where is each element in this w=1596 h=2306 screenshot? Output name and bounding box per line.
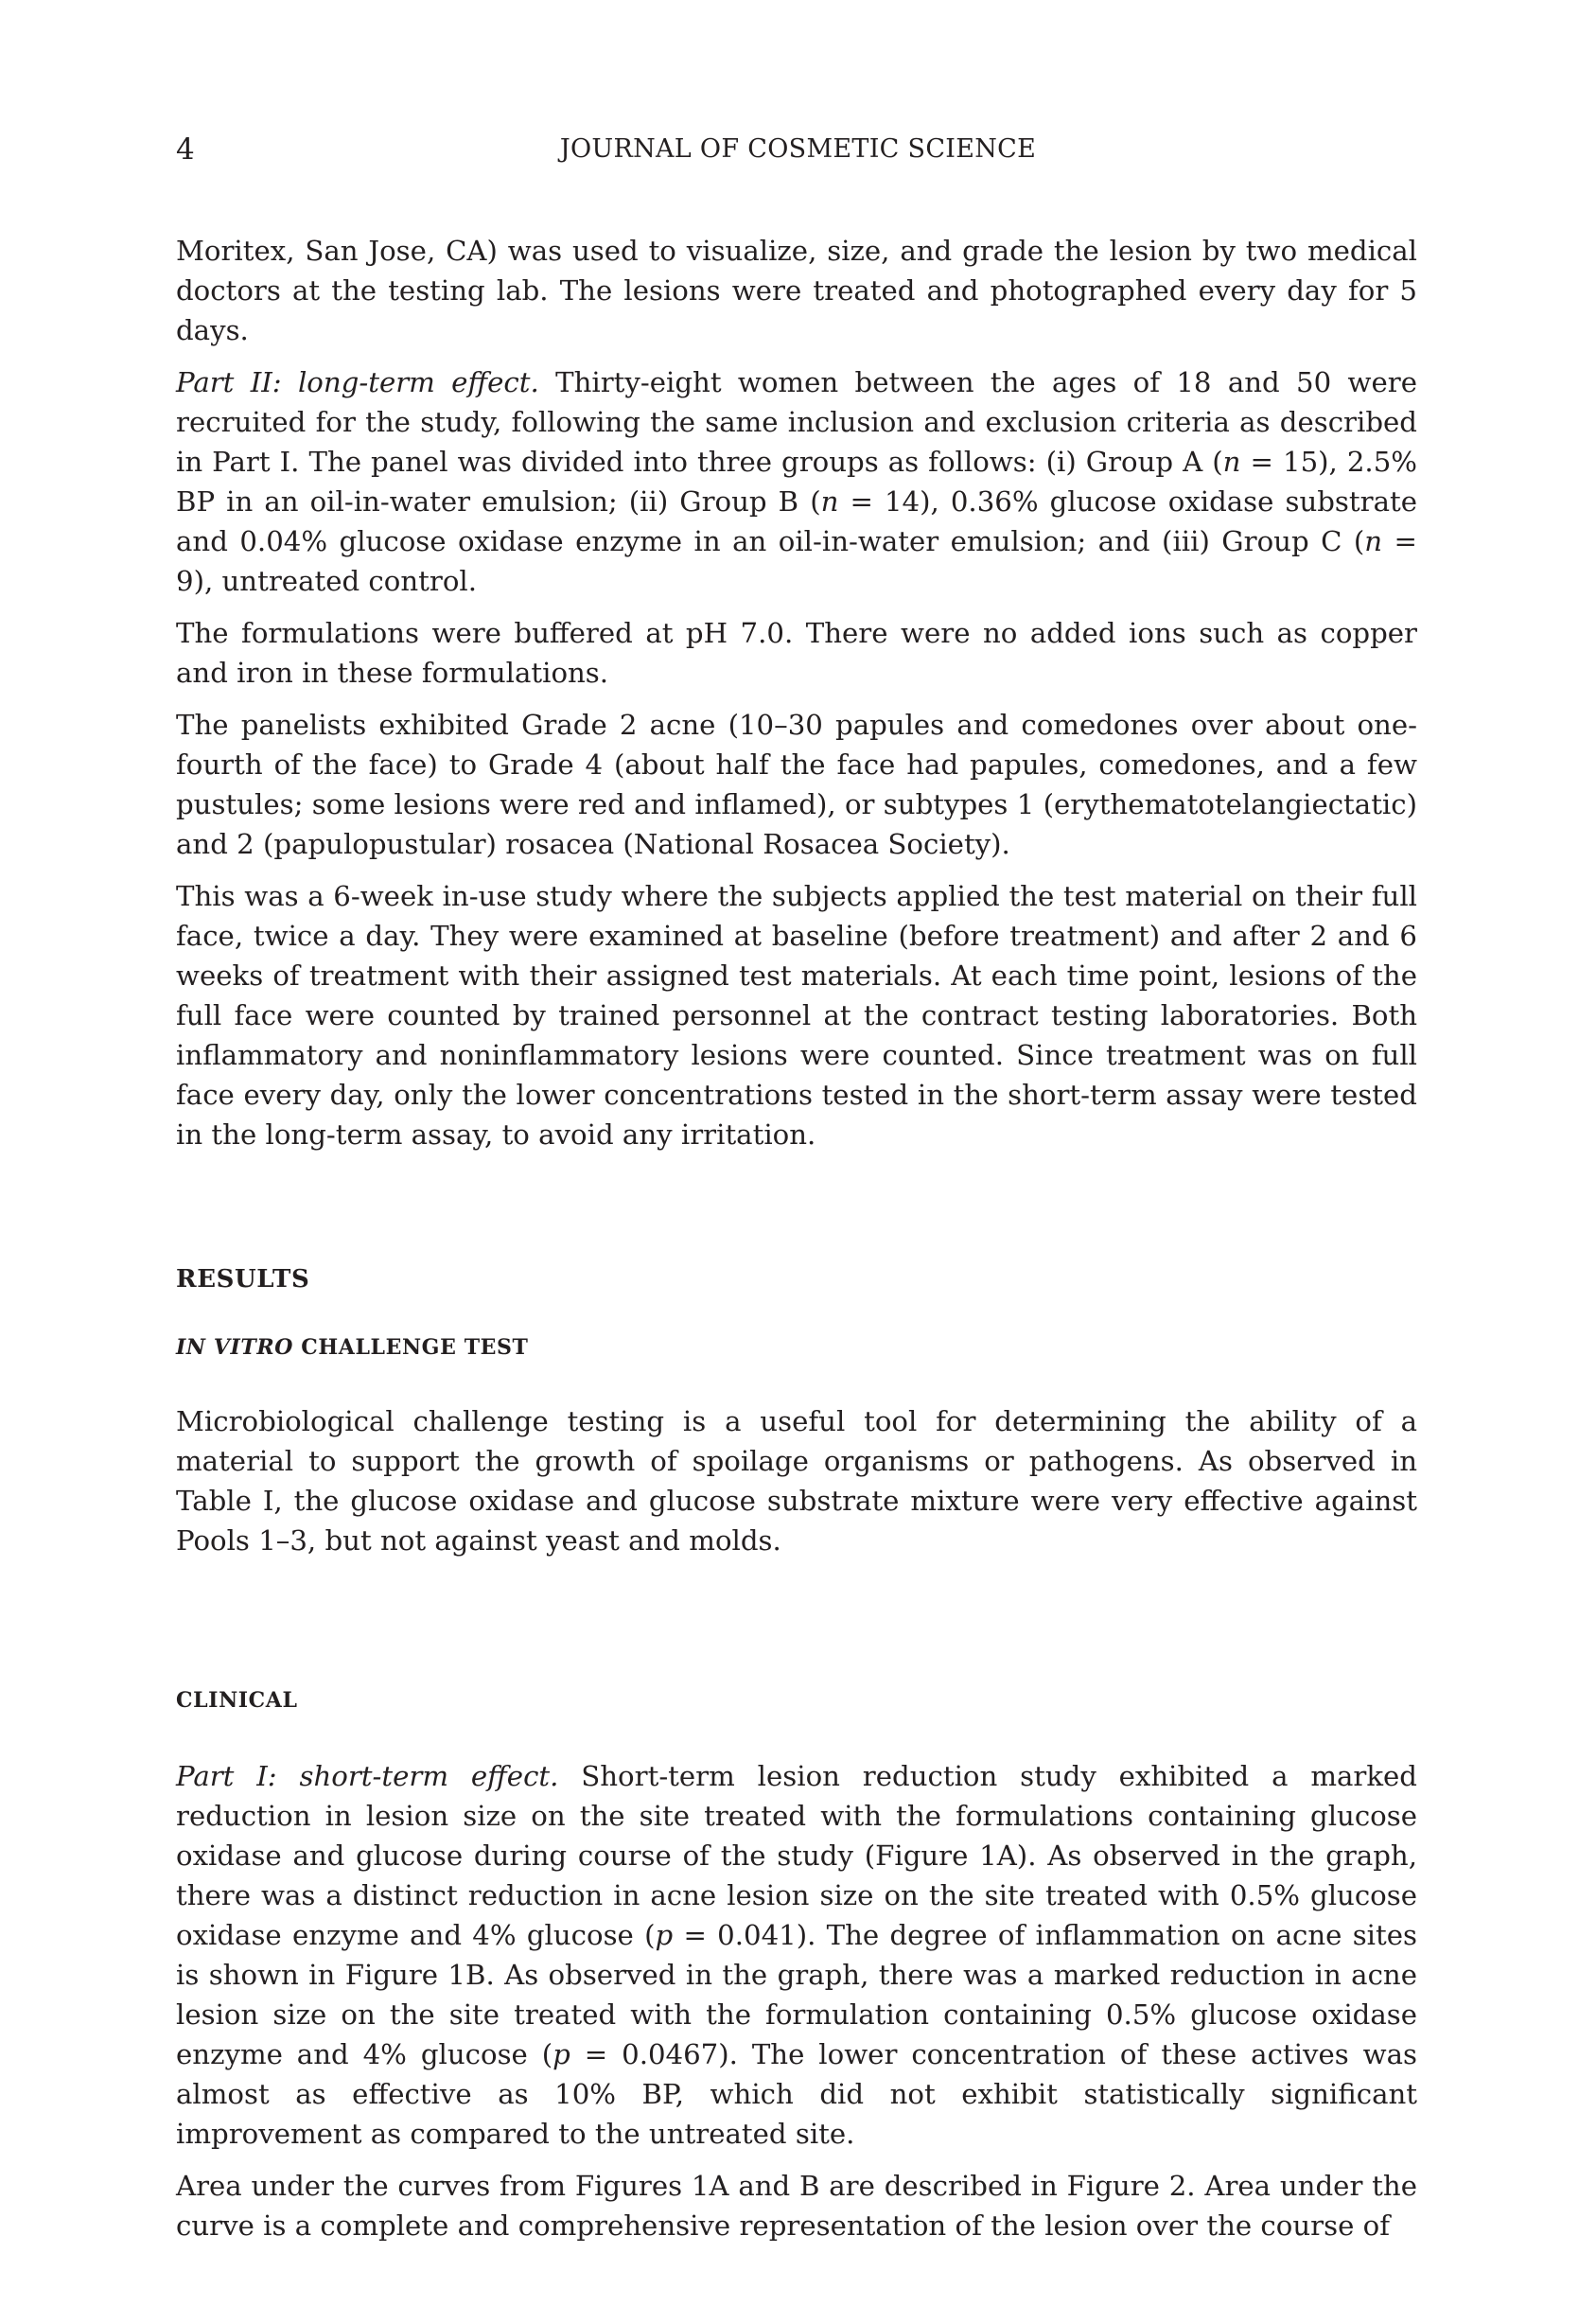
journal-title: JOURNAL OF COSMETIC SCIENCE [559,134,1037,164]
p-symbol: p [655,1919,674,1951]
in-vitro-rest: CHALLENGE TEST [293,1335,529,1360]
n-symbol: n [1364,525,1383,557]
p2-text-a: Thirty-eight women between the ages of 18 and 50 were recruited for the study, following the same inclusion and exclusion criteria as described in Part I. The panel was divided into three groups as follows: (i) Group A ( [176,366,1417,478]
clinical-heading: CLINICAL [176,1688,298,1713]
methods-paragraph-2 [176,362,1417,601]
clinical-text-a: Short-term lesion reduction study exhibited a marked reduction in lesion size on the site treated with the formulations containing glucose oxidase and glucose during course of the study (Figure 1A). As observed in the graph, there was a distinct reduction in acne lesion size on the site treated with 0.5% glucose oxidase enzyme and 4% glucose ( [176,1760,1417,1951]
part-i-lede: Part I: short-term effect. [176,1760,559,1792]
methods-paragraph-1: Moritex, San Jose, CA) was used to visualize, size, and grade the lesion by two medical doctors at the testing lab. The lesions were treated and photographed every day for 5 days. [176,235,1417,346]
in-vitro-paragraph: Microbiological challenge testing is a useful tool for determining the ability of a material to support the growth of spoilage organisms or pathogens. As observed in Table I, the glucose oxidase and glucose substrate mixture were very effective against Pools 1–3, but not against yeast and molds. [176,1405,1417,1557]
n-symbol: n [820,485,839,518]
clinical-text-b: = 0.041). The degree of inflammation on acne sites is shown in Figure 1B. As observed in the graph, there was a marked reduction in acne lesion size on the site treated with the formulation containing 0.5% glucose oxidase enzyme and 4% glucose ( [176,1919,1417,2070]
methods-paragraph-3: The formulations were buffered at pH 7.0. There were no added ions such as copper and iron in these formulations. [176,617,1417,689]
part-ii-lede: Part II: long-term effect. [176,366,539,398]
page-number: 4 [176,132,195,167]
running-head [0,129,1596,170]
n-symbol: n [1222,446,1241,478]
results-heading: RESULTS [176,1265,310,1294]
methods-paragraph-5: This was a 6-week in-use study where the subjects applied the test material on their full face, twice a day. They were examined at baseline (before treatment) and after 2 and 6 weeks of treatment with their assigned test materials. At each time point, lesions of the full face were counted by trained personnel at the contract testing laboratories. Both inflammatory and noninflammatory lesions were counted. Since treatment was on full face every day, only the lower concentrations tested in the short-term assay were tested in the long-term assay, to avoid any irritation. [176,880,1417,1151]
in-vitro-italic: IN VITRO [176,1335,294,1360]
p2-text-b: = 15), 2.5% BP in an oil-in-water emulsion; (ii) Group B ( [176,446,1418,518]
clinical-paragraph-2: Area under the curves from Figures 1A and B are described in Figure 2. Area under the curve is a complete and comprehensive representation of the lesion over the course of [176,2170,1417,2242]
p2-text-c: = 14), 0.36% glucose oxidase substrate and 0.04% glucose oxidase enzyme in an oil-in-water emulsion; and (iii) Group C ( [176,485,1417,557]
clinical-paragraph-1 [176,1756,1417,2154]
p2-text-d: = 9), untreated control. [176,525,1418,597]
in-vitro-heading [176,1331,1417,1364]
clinical-text-c: = 0.0467). The lower concentration of these actives was almost as effective as 10% BP, which did not exhibit statistically significant improvement as compared to the untreated site. [176,2038,1418,2150]
article-body [176,231,1417,2258]
p-symbol: p [552,2038,570,2070]
methods-paragraph-4: The panelists exhibited Grade 2 acne (10–30 papules and comedones over about one-fourth of the face) to Grade 4 (about half the face had papules, comedones, and a few pustules; some lesions were red and inflamed), or subtypes 1 (erythematotelangiectatic) and 2 (papulopustular) rosacea (National Rosacea Society). [176,709,1417,860]
